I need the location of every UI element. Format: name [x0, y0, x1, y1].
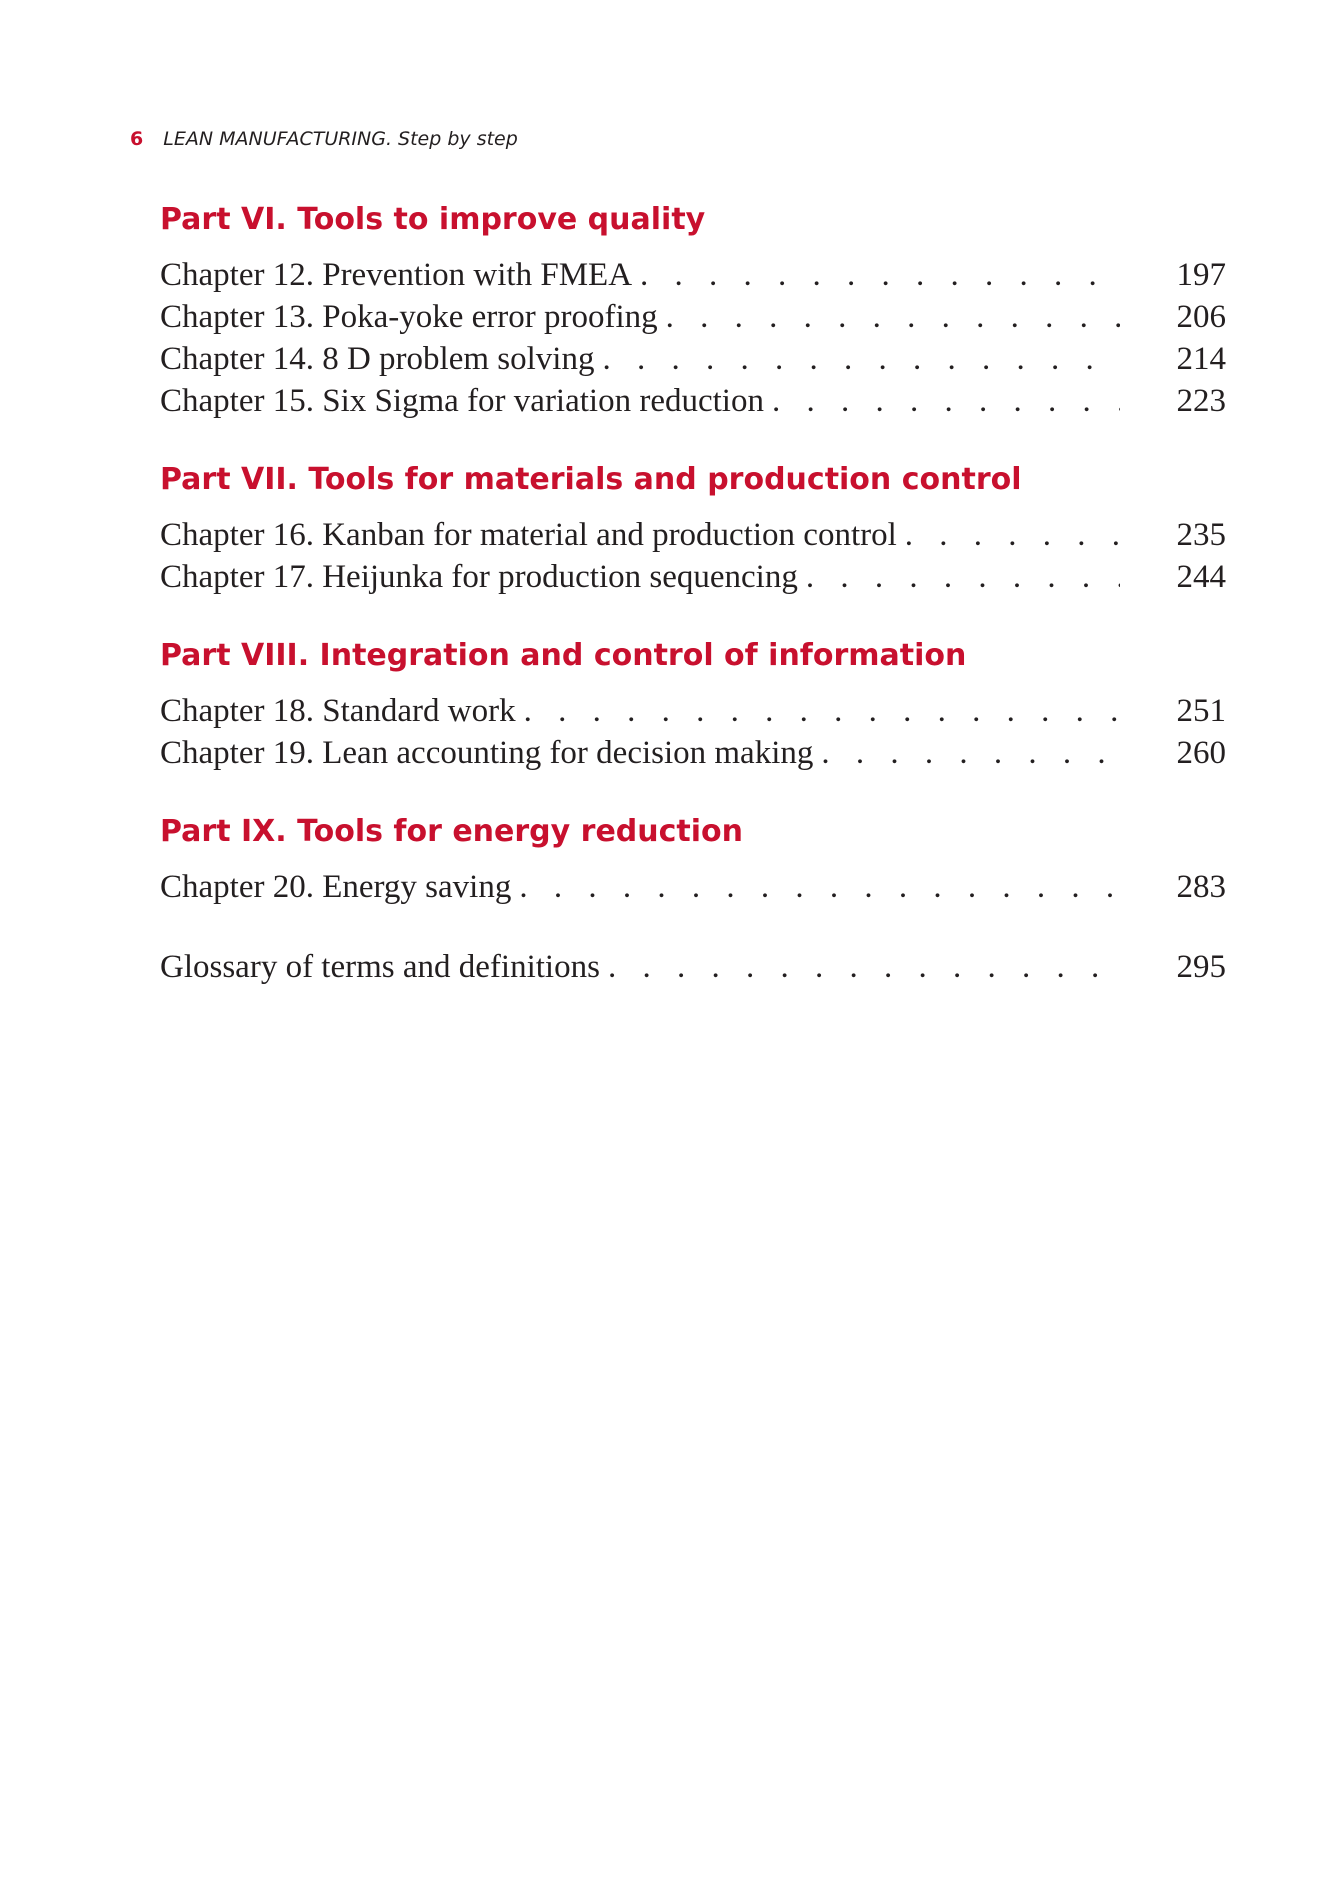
toc-entry — [160, 866, 1226, 908]
toc-entry — [160, 514, 1226, 556]
entry-label: Chapter 16. Kanban for material and production control — [160, 517, 897, 553]
entry-label: Chapter 12. Prevention with FMEA — [160, 257, 633, 293]
book-title: LEAN MANUFACTURING. Step by step — [163, 128, 518, 150]
entry-label: Chapter 14. 8 D problem solving — [160, 341, 595, 377]
entry-label: Chapter 18. Standard work — [160, 693, 516, 729]
toc-entry-glossary — [160, 946, 1226, 988]
dot-leader — [602, 338, 1120, 380]
dot-leader — [806, 556, 1120, 598]
toc-part — [160, 460, 1226, 598]
dot-leader — [666, 296, 1120, 338]
toc-entry — [160, 296, 1226, 338]
entry-page: 223 — [1176, 383, 1226, 419]
dot-leader — [608, 946, 1120, 988]
part-title: Part VI. Tools to improve quality — [160, 202, 706, 237]
part-title: Part IX. Tools for energy reduction — [160, 814, 743, 849]
toc-entry — [160, 556, 1226, 598]
toc-part — [160, 636, 1226, 774]
entry-page: 283 — [1176, 869, 1226, 905]
toc-entry — [160, 254, 1226, 296]
entry-page: 244 — [1176, 559, 1226, 595]
entry-page: 197 — [1176, 257, 1226, 293]
part-title: Part VII. Tools for materials and production control — [160, 462, 1022, 497]
dot-leader — [905, 514, 1120, 556]
entry-label: Chapter 13. Poka-yoke error proofing — [160, 299, 658, 335]
entry-label: Chapter 19. Lean accounting for decision making — [160, 735, 814, 771]
part-title: Part VIII. Integration and control of information — [160, 638, 967, 673]
entry-page: 295 — [1176, 949, 1226, 985]
running-head — [130, 128, 518, 150]
table-of-contents — [160, 200, 1226, 988]
entry-label: Chapter 17. Heijunka for production sequencing — [160, 559, 798, 595]
entry-page: 235 — [1176, 517, 1226, 553]
toc-entry — [160, 338, 1226, 380]
toc-part — [160, 812, 1226, 908]
entry-page: 251 — [1176, 693, 1226, 729]
dot-leader — [640, 254, 1120, 296]
entry-page: 214 — [1176, 341, 1226, 377]
toc-entry — [160, 732, 1226, 774]
dot-leader — [772, 380, 1120, 422]
entry-page: 206 — [1176, 299, 1226, 335]
toc-entry — [160, 690, 1226, 732]
entry-page: 260 — [1176, 735, 1226, 771]
dot-leader — [821, 732, 1120, 774]
toc-part — [160, 200, 1226, 422]
entry-label: Chapter 15. Six Sigma for variation reduction — [160, 383, 764, 419]
dot-leader — [519, 866, 1120, 908]
entry-label: Chapter 20. Energy saving — [160, 869, 512, 905]
entry-label: Glossary of terms and definitions — [160, 949, 600, 985]
dot-leader — [524, 690, 1120, 732]
toc-entry — [160, 380, 1226, 422]
page-number: 6 — [130, 128, 144, 150]
